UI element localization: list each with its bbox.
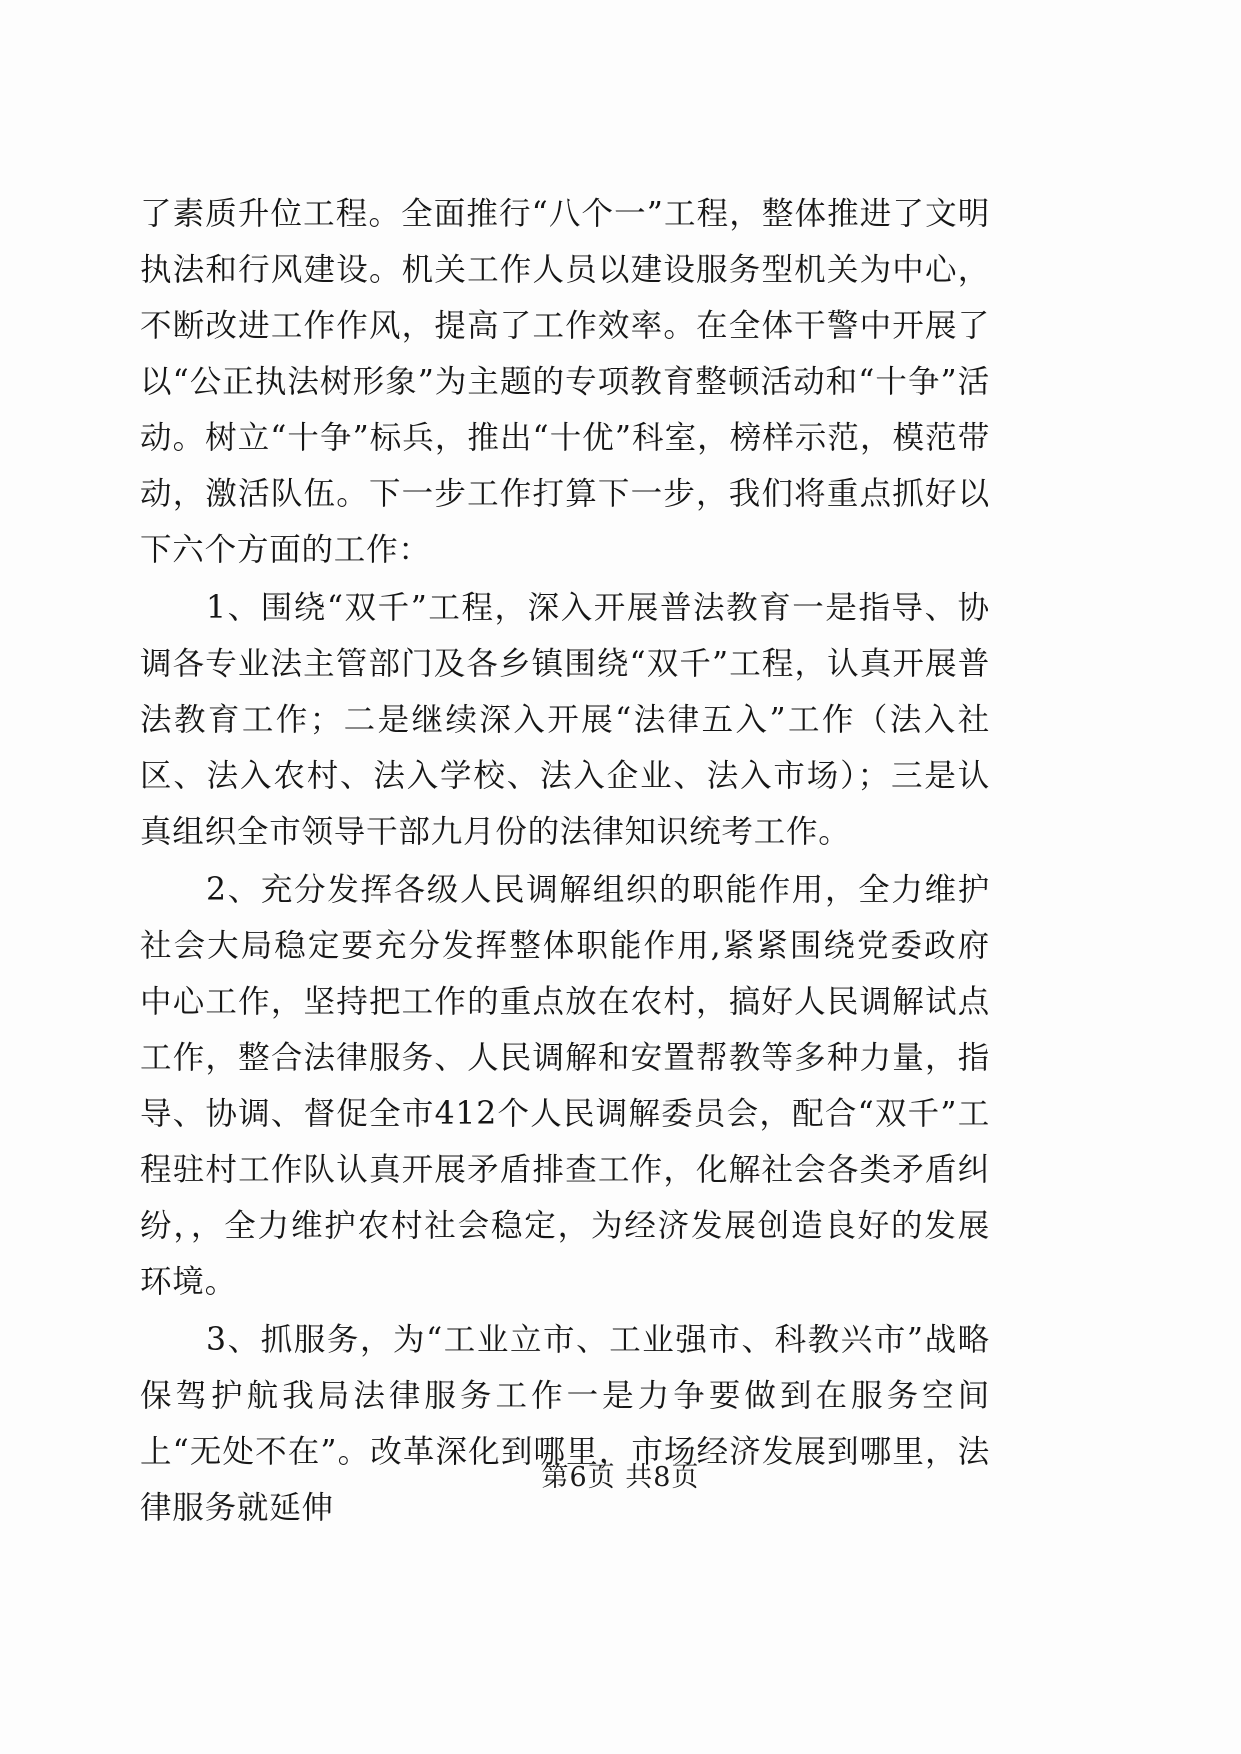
document-body [140, 186, 990, 1538]
paragraph: 2、充分发挥各级人民调解组织的职能作用，全力维护社会大局稳定要充分发挥整体职能作用,紧紧围绕党委政府中心工作，坚持把工作的重点放在农村，搞好人民调解试点工作，整合法律服务、人民调解和安置帮教等多种力量，指导、协调、督促全市412个人民调解委员会，配合“双千”工程驻村工作队认真开展矛盾排查工作，化解社会各类矛盾纠纷，，全力维护农村社会稳定，为经济发展创造良好的发展环境。 [140, 872, 990, 1300]
page-footer: 第6页 共8页 [541, 1462, 700, 1493]
paragraph: 了素质升位工程。全面推行“八个一”工程，整体推进了文明执法和行风建设。机关工作人员以建设服务型机关为中心，不断改进工作作风，提高了工作效率。在全体干警中开展了以“公正执法树形象”为主题的专项教育整顿活动和“十争”活动。树立“十争”标兵，推出“十优”科室，榜样示范，模范带动，激活队伍。下一步工作打算下一步，我们将重点抓好以下六个方面的工作： [140, 196, 990, 568]
paragraph: 3、抓服务，为“工业立市、工业强市、科教兴市”战略保驾护航我局法律服务工作一是力争要做到在服务空间上“无处不在”。改革深化到哪里，市场经济发展到哪里，法律服务就延伸 [140, 1322, 990, 1526]
paragraph: 1、围绕“双千”工程，深入开展普法教育一是指导、协调各专业法主管部门及各乡镇围绕“双千”工程，认真开展普法教育工作；二是继续深入开展“法律五入”工作（法入社区、法入农村、法入学校、法入企业、法入市场）；三是认真组织全市领导干部九月份的法律知识统考工作。 [140, 590, 990, 850]
